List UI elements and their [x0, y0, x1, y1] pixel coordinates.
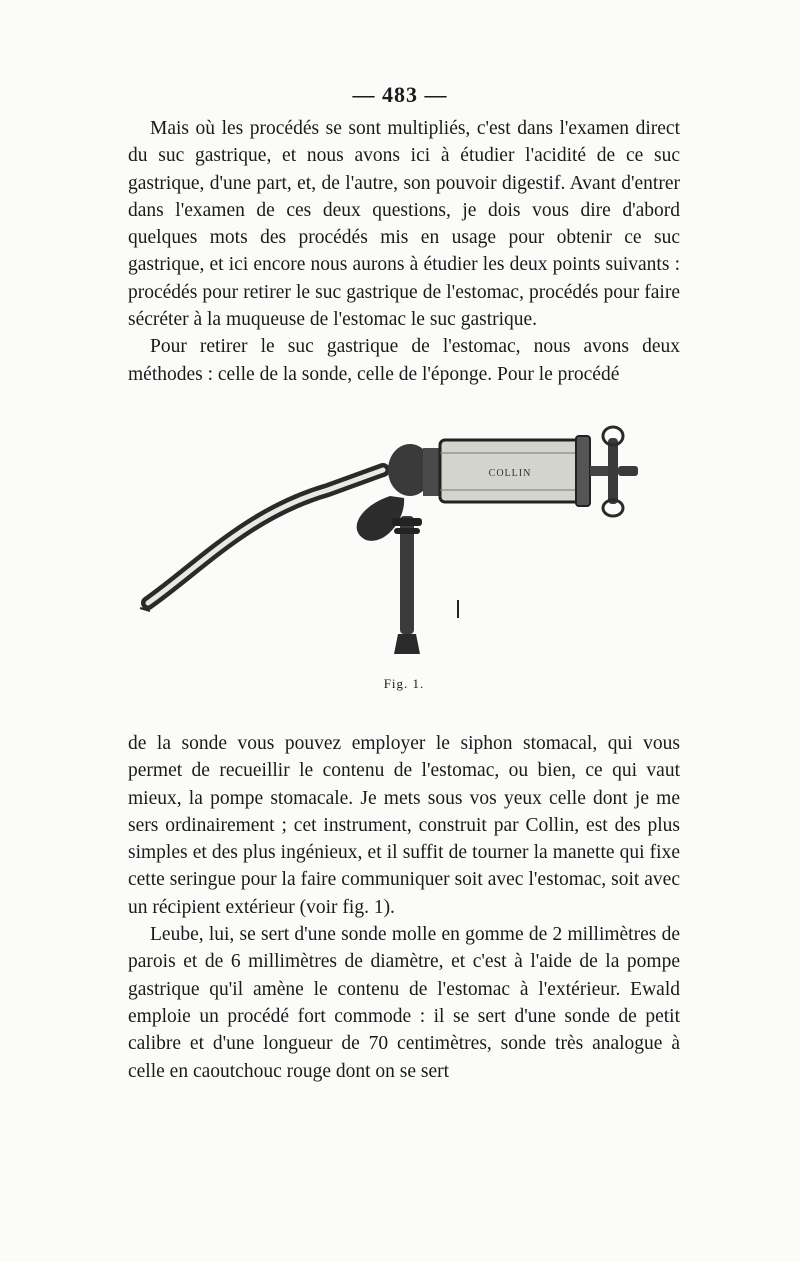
paragraph: Mais où les procédés se sont multipliés, c'est dans l'examen direct du suc gastrique, et nous avons ici à étudier l'acidité de ce suc gastrique, d'une part, et, de l'autre, son pouvoir digestif. Avant d'entrer dans l'examen de ces deux questions, je dois vous dire d'abord quelques mots des procédés mis en usage pour obtenir ce suc gastrique, et ici encore nous aurons à étudier les deux points suivants : procédés pour retirer le suc gastrique de l'estomac, procédés pour faire sécréter à la muqueuse de l'estomac le suc gastrique. [128, 118, 680, 331]
text-block-bottom [128, 730, 680, 1085]
pump-tube [148, 470, 383, 603]
text-block-top [128, 115, 680, 388]
figure-caption: Fig. 1. [383, 676, 425, 691]
barrel-label: COLLIN [488, 468, 532, 479]
paragraph: Leube, lui, se sert d'une sonde molle en gomme de 2 millimètres de parois et de 6 millimètres de diamètre, et c'est à l'aide de la pompe gastrique qu'il amène le contenu de l'estomac à l'extérieur. Ewald emploie un procédé fort commode : il se sert d'une sonde de petit calibre et d'une longueur de 70 centimètres, sonde très analogue à celle en caoutchouc rouge dont on se sert [128, 924, 680, 1082]
figure-stomach-pump [128, 418, 680, 708]
plunger-handle [608, 438, 618, 504]
paragraph: Pour retirer le suc gastrique de l'estomac, nous avons deux méthodes : celle de la sonde, celle de l'éponge. Pour le procédé [128, 336, 680, 385]
stomach-pump-illustration [128, 418, 680, 708]
page-number: — 483 — [352, 82, 448, 107]
paragraph: de la sonde vous pouvez employer le siphon stomacal, qui vous permet de recueillir le contenu de l'estomac, ou bien, ce qui vaut mieux, la pompe stomacale. Je mets sous vos yeux celle dont je me sers ordinairement ; cet instrument, construit par Collin, est des plus simples et des plus ingénieux, et il suffit de tourner la manette qui fixe cette seringue pour la faire communiquer soit avec l'estomac, soit avec un récipient extérieur (voir fig. 1). [128, 733, 680, 918]
